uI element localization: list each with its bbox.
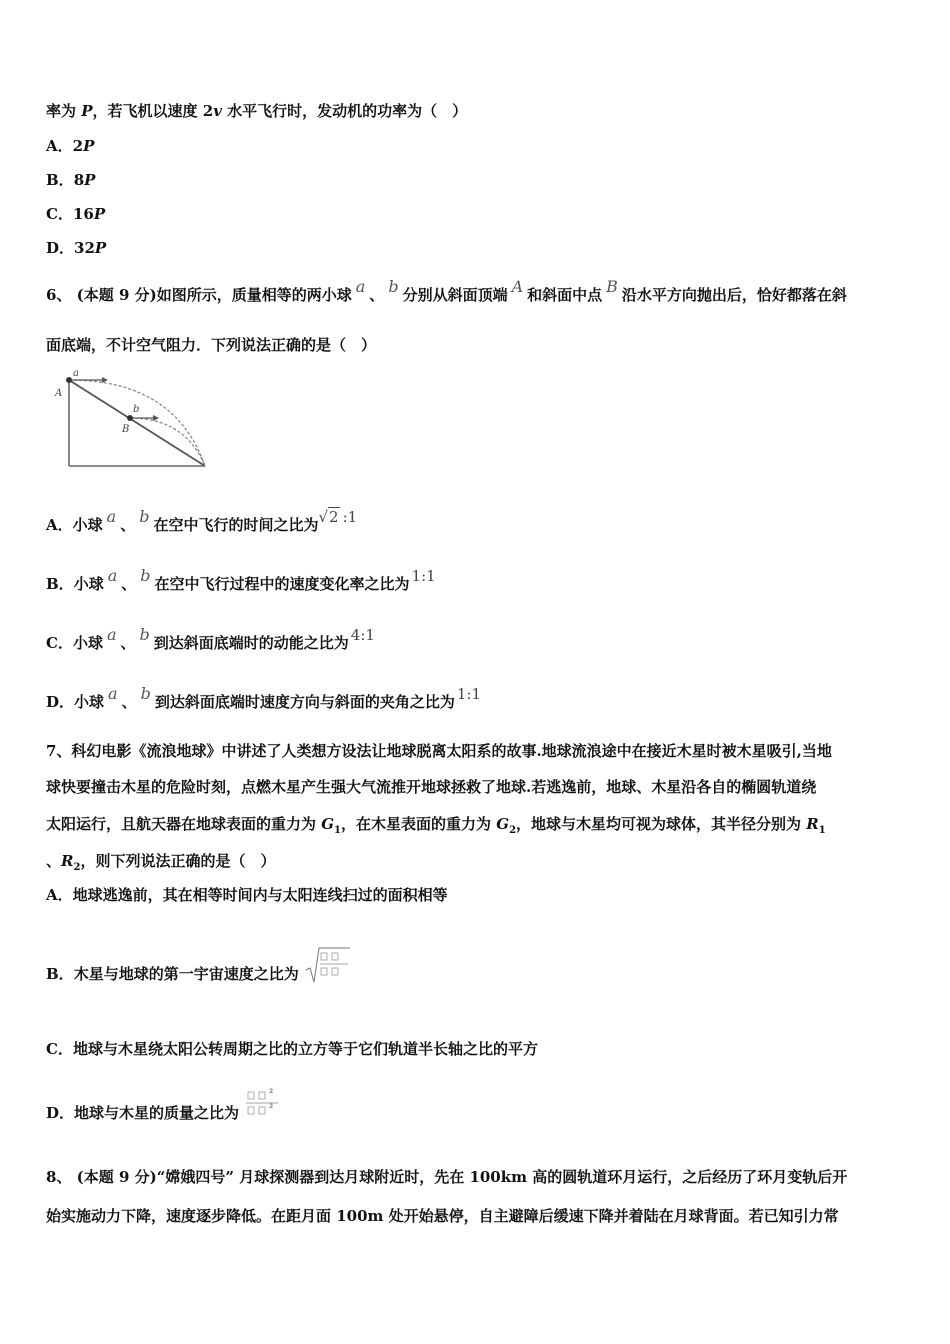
option-text: 到达斜面底端时速度方向与斜面的夹角之比为 bbox=[154, 693, 455, 711]
q6-text: 面底端，不计空气阻力．下列说法正确的是（ ） bbox=[46, 336, 377, 354]
option-sym-a: a bbox=[107, 566, 118, 585]
q6-option-b[interactable] bbox=[46, 566, 436, 595]
option-label: B． bbox=[46, 575, 74, 593]
q6-incline-figure bbox=[50, 366, 215, 472]
option-label: B． bbox=[46, 965, 74, 983]
option-var: P bbox=[93, 205, 106, 223]
subscript: 2 bbox=[73, 862, 81, 873]
q8-stem-line2 bbox=[46, 1205, 839, 1227]
svg-text:2: 2 bbox=[269, 1103, 274, 1110]
q7-text: ，地球与木星均可视为球体，其半径分别为 bbox=[516, 815, 807, 833]
q7-text: 球快要撞击木星的危险时刻，点燃木星产生强大气流推开地球拯救了地球.若逃逸前，地球、木星沿各自的椭圆轨道绕 bbox=[46, 778, 817, 796]
incline-slope bbox=[69, 380, 205, 466]
label-B: B bbox=[122, 424, 130, 435]
q5-option-d[interactable] bbox=[46, 237, 106, 259]
sqrt-radicand: 2 bbox=[329, 508, 339, 526]
q6-option-d[interactable] bbox=[46, 684, 481, 713]
option-label: C． bbox=[46, 205, 73, 223]
option-label: D． bbox=[46, 1104, 75, 1122]
option-sep: 、 bbox=[120, 634, 136, 652]
option-text: 木星与地球的第一宇宙速度之比为 bbox=[73, 965, 299, 983]
q8-text: 8、 (本题 9 分)“嫦娥四号” 月球探测器到达月球附近时，先在 100km 高的圆轨道环月运行，之后经历了环月变轨后开 bbox=[46, 1168, 848, 1186]
q6-sym-B: B bbox=[606, 277, 618, 296]
q7-option-a[interactable] bbox=[46, 884, 448, 906]
q5-stem-tail bbox=[46, 100, 467, 122]
option-label: A． bbox=[46, 886, 73, 904]
ratio-rest: :1 bbox=[342, 508, 358, 526]
var-g: G bbox=[321, 815, 335, 833]
q5-text: 率为 bbox=[46, 102, 82, 120]
option-text: 地球逃逸前，其在相等时间内与太阳连线扫过的面积相等 bbox=[72, 886, 448, 904]
option-sym-b: b bbox=[139, 507, 150, 526]
option-text: 小球 bbox=[72, 634, 103, 652]
q7-stem-line2 bbox=[46, 776, 816, 798]
q7-text: 、 bbox=[46, 852, 62, 870]
var-r: R bbox=[806, 815, 819, 833]
option-value: 32 bbox=[74, 239, 95, 257]
ratio: 1:1 bbox=[456, 685, 481, 703]
option-var: P bbox=[84, 171, 96, 189]
q6-sep: 、 bbox=[369, 286, 385, 304]
option-label: B． bbox=[46, 171, 74, 189]
option-sep: 、 bbox=[121, 575, 137, 593]
option-label: C． bbox=[46, 634, 73, 652]
arrowhead-b bbox=[153, 415, 159, 421]
label-A: A bbox=[55, 388, 63, 399]
option-sym-a: a bbox=[106, 625, 117, 644]
option-text: 地球与木星的质量之比为 bbox=[74, 1104, 240, 1122]
mass-ratio-fraction-image bbox=[244, 1087, 284, 1121]
option-text: 在空中飞行的时间之比为 bbox=[153, 516, 319, 534]
q7-text: ，在木星表面的重力为 bbox=[341, 815, 497, 833]
ball-b bbox=[127, 415, 133, 421]
option-sym-a: a bbox=[108, 684, 118, 703]
subscript: 1 bbox=[818, 825, 826, 836]
option-var: P bbox=[83, 137, 95, 155]
arrowhead-a bbox=[102, 377, 108, 383]
ratio: 1:1 bbox=[411, 567, 436, 585]
q8-stem-line1 bbox=[46, 1166, 847, 1188]
q7-text: ，则下列说法正确的是（ ） bbox=[80, 852, 276, 870]
q6-sym-a: a bbox=[355, 277, 366, 296]
option-text: 在空中飞行过程中的速度变化率之比为 bbox=[154, 575, 410, 593]
q5-option-a[interactable] bbox=[46, 135, 94, 157]
q7-option-b[interactable] bbox=[46, 956, 352, 994]
q7-text: 太阳运行，且航天器在地球表面的重力为 bbox=[46, 815, 322, 833]
var-r: R bbox=[61, 852, 74, 870]
option-text: 到达斜面底端时的动能之比为 bbox=[153, 634, 349, 652]
label-b: b bbox=[133, 404, 140, 415]
option-sym-a: a bbox=[106, 507, 117, 526]
q8-text: 始实施动力下降，速度逐步降低。在距月面 100m 处开始悬停，自主避障后缓速下降并着陆在月球背面。若已知引力常 bbox=[46, 1207, 839, 1225]
q7-option-c[interactable] bbox=[46, 1038, 538, 1060]
q5-var-p: P bbox=[81, 102, 93, 120]
subscript: 1 bbox=[334, 825, 342, 836]
ball-a bbox=[66, 377, 72, 383]
q6-option-a[interactable] bbox=[46, 507, 358, 536]
option-sym-b: b bbox=[140, 684, 151, 703]
option-value: 16 bbox=[72, 205, 94, 223]
q6-text: 和斜面中点 bbox=[527, 286, 603, 304]
option-text: 小球 bbox=[72, 516, 103, 534]
q7-option-d[interactable] bbox=[46, 1088, 284, 1131]
subscript: 2 bbox=[509, 825, 517, 836]
q5-var-v: v bbox=[213, 102, 222, 120]
q5-text: ，若飞机以速度 2 bbox=[92, 102, 214, 120]
sqrt-ratio: √2 :1 bbox=[318, 508, 358, 526]
option-var: P bbox=[94, 239, 107, 257]
q6-sym-b: b bbox=[388, 277, 399, 296]
q6-text: 6、 (本题 9 分)如图所示，质量相等的两小球 bbox=[46, 286, 352, 304]
option-label: D． bbox=[46, 693, 75, 711]
q7-stem-line1 bbox=[46, 740, 832, 762]
option-label: C． bbox=[46, 1040, 73, 1058]
option-text: 小球 bbox=[74, 693, 105, 711]
q6-stem-line2 bbox=[46, 334, 376, 356]
option-value: 2 bbox=[72, 137, 84, 155]
ratio: 4:1 bbox=[350, 626, 375, 644]
option-label: A． bbox=[46, 137, 73, 155]
q6-stem-line1 bbox=[46, 277, 847, 306]
option-label: A． bbox=[46, 516, 73, 534]
q5-text: 水平飞行时，发动机的功率为（ ） bbox=[221, 102, 468, 120]
label-a: a bbox=[73, 368, 79, 379]
q6-sym-A: A bbox=[511, 277, 524, 296]
option-sep: 、 bbox=[121, 693, 137, 711]
sqrt-fraction-image bbox=[304, 946, 352, 984]
option-text: 小球 bbox=[73, 575, 104, 593]
q5-option-c[interactable] bbox=[46, 203, 105, 225]
option-sep: 、 bbox=[120, 516, 136, 534]
option-sym-b: b bbox=[139, 625, 150, 644]
q7-stem-line4 bbox=[46, 850, 275, 879]
option-label: D． bbox=[46, 239, 75, 257]
svg-text:2: 2 bbox=[269, 1088, 274, 1095]
q7-stem-line3 bbox=[46, 813, 826, 842]
option-value: 8 bbox=[73, 171, 85, 189]
option-text: 地球与木星绕太阳公转周期之比的立方等于它们轨道半长轴之比的平方 bbox=[72, 1040, 538, 1058]
q6-text: 分别从斜面顶端 bbox=[402, 286, 508, 304]
q7-text: 7、科幻电影《流浪地球》中讲述了人类想方设法让地球脱离太阳系的故事.地球流浪途中在接近木星时被木星吸引,当地 bbox=[46, 742, 832, 760]
var-g: G bbox=[496, 815, 510, 833]
q6-option-c[interactable] bbox=[46, 625, 375, 654]
option-sym-b: b bbox=[140, 566, 151, 585]
q5-option-b[interactable] bbox=[46, 169, 95, 191]
q6-text: 沿水平方向抛出后，恰好都落在斜 bbox=[621, 286, 847, 304]
